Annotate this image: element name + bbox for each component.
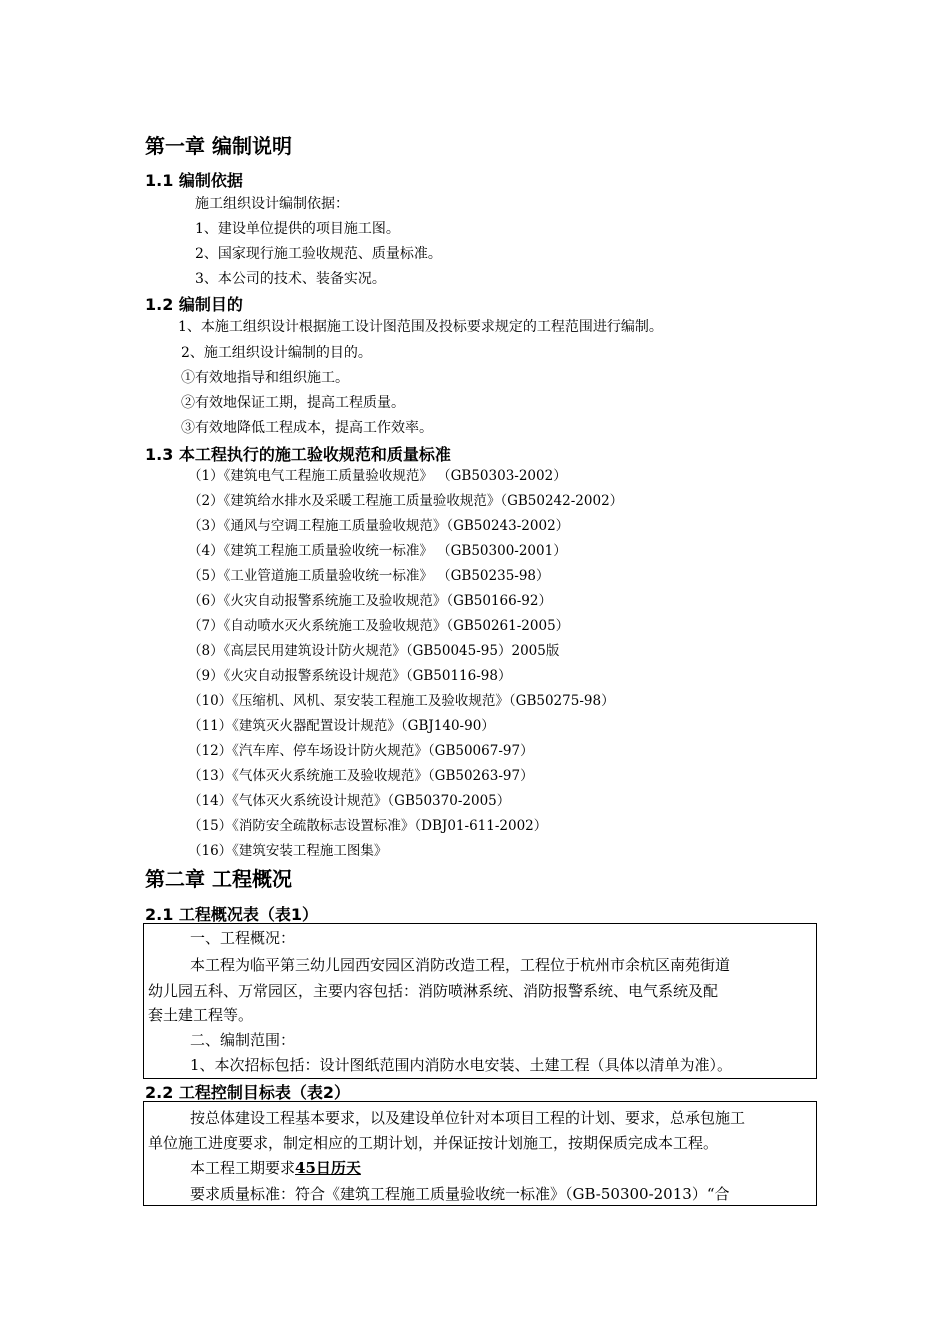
standard-item: （3）《通风与空调工程施工质量验收规范》（GB50243-2002） [188, 518, 570, 534]
section-1-3-title: 1.3 本工程执行的施工验收规范和质量标准 [145, 445, 451, 464]
standard-item: （9）《火灾自动报警系统设计规范》（GB50116-98） [188, 668, 512, 684]
standard-item: （13）《气体灭火系统施工及验收规范》（GB50263-97） [188, 768, 534, 784]
paragraph: 二、编制范围： [190, 1031, 296, 1049]
list-item: 1、建设单位提供的项目施工图。 [195, 221, 400, 237]
paragraph: 本工程为临平第三幼儿园西安园区消防改造工程，工程位于杭州市余杭区南苑街道 [190, 956, 731, 974]
section-2-2-title: 2.2 工程控制目标表（表2） [145, 1083, 351, 1102]
period-label: 本工程工期要求 [190, 1159, 296, 1177]
chapter-1-title: 第一章 编制说明 [145, 134, 292, 158]
section-1-1-title: 1.1 编制依据 [145, 171, 243, 190]
standard-item: （10）《压缩机、风机、泵安装工程施工及验收规范》（GB50275-98） [188, 693, 615, 709]
standard-item: （2）《建筑给水排水及采暖工程施工质量验收规范》（GB50242-2002） [188, 493, 624, 509]
standard-item: （4）《建筑工程施工质量验收统一标准》 （GB50300-2001） [188, 543, 567, 559]
standard-item: （6）《火灾自动报警系统施工及验收规范》（GB50166-92） [188, 593, 552, 609]
standard-item: （12）《汽车库、停车场设计防火规范》（GB50067-97） [188, 743, 534, 759]
standard-item: （16）《建筑安装工程施工图集》 [188, 843, 388, 859]
standard-item: （1）《建筑电气工程施工质量验收规范》 （GB50303-2002） [188, 468, 567, 484]
paragraph: 一、工程概况： [190, 929, 296, 947]
section-1-2-title: 1.2 编制目的 [145, 295, 243, 314]
construction-period [190, 1158, 361, 1178]
list-item: 3、本公司的技术、装备实况。 [195, 271, 386, 287]
period-value: 45日历天 [295, 1159, 361, 1177]
list-item: ③有效地降低工程成本，提高工作效率。 [181, 420, 433, 436]
standard-item: （15）《消防安全疏散标志设置标准》（DBJ01-611-2002） [188, 818, 548, 834]
standard-item: （11）《建筑灭火器配置设计规范》（GBJ140-90） [188, 718, 495, 734]
list-item: ②有效地保证工期，提高工程质量。 [181, 395, 405, 411]
paragraph: 套土建工程等。 [148, 1006, 254, 1024]
paragraph: 按总体建设工程基本要求，以及建设单位针对本项目工程的计划、要求，总承包施工 [190, 1109, 746, 1127]
chapter-2-title: 第二章 工程概况 [145, 867, 292, 891]
standard-item: （8）《高层民用建筑设计防火规范》（GB50045-95）2005版 [188, 643, 560, 659]
list-item: 1、本施工组织设计根据施工设计图范围及投标要求规定的工程范围进行编制。 [178, 319, 663, 335]
paragraph: 单位施工进度要求，制定相应的工期计划，并保证按计划施工，按期保质完成本工程。 [148, 1134, 719, 1152]
standard-item: （5）《工业管道施工质量验收统一标准》 （GB50235-98） [188, 568, 550, 584]
section-2-1-title: 2.1 工程概况表（表1） [145, 905, 319, 924]
standard-item: （7）《自动喷水灭火系统施工及验收规范》（GB50261-2005） [188, 618, 570, 634]
list-item: ①有效地指导和组织施工。 [181, 370, 349, 386]
standard-item: （14）《气体灭火系统设计规范》（GB50370-2005） [188, 793, 511, 809]
paragraph: 施工组织设计编制依据： [195, 196, 349, 212]
paragraph: 1、本次招标包括：设计图纸范围内消防水电安装、土建工程（具体以清单为准）。 [190, 1056, 733, 1074]
paragraph: 幼儿园五科、万常园区，主要内容包括：消防喷淋系统、消防报警系统、电气系统及配 [148, 982, 719, 1000]
list-item: 2、国家现行施工验收规范、质量标准。 [195, 246, 442, 262]
list-item: 2、施工组织设计编制的目的。 [181, 345, 372, 361]
quality-standard: 要求质量标准：符合《建筑工程施工质量验收统一标准》（GB-50300-2013）“合 [190, 1185, 730, 1203]
